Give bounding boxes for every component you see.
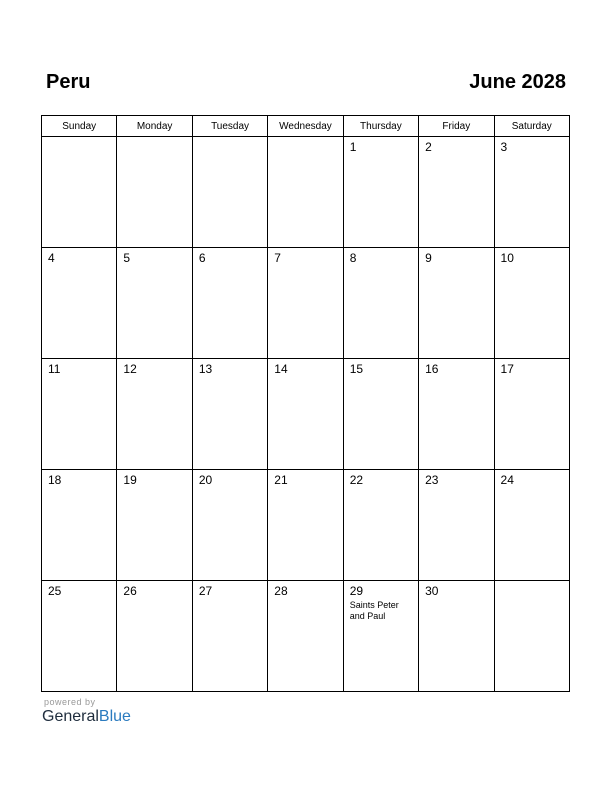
- day-cell: [192, 248, 267, 359]
- day-cell: [343, 248, 418, 359]
- holiday-label: Saints Peter and Paul: [349, 600, 399, 621]
- country-title: Peru: [46, 71, 91, 93]
- day-cell: [494, 581, 569, 692]
- day-cell: [494, 137, 569, 248]
- day-cell: [419, 248, 494, 359]
- day-cell: [268, 581, 343, 692]
- day-cell: [268, 359, 343, 470]
- day-number: 26: [123, 584, 137, 598]
- day-cell: [343, 470, 418, 581]
- day-cell: [117, 581, 192, 692]
- footer: [42, 697, 131, 726]
- day-cell: [268, 137, 343, 248]
- day-number: 29: [349, 584, 364, 598]
- weekday-header: Tuesday: [192, 116, 267, 137]
- day-number: [268, 137, 342, 140]
- day-number: 1: [349, 140, 357, 154]
- day-cell: [117, 470, 192, 581]
- day-number: 12: [123, 362, 137, 376]
- brand-name-part1: General: [42, 708, 99, 725]
- day-number: 30: [425, 584, 439, 598]
- day-number: 27: [198, 584, 213, 598]
- calendar-grid: [41, 115, 570, 692]
- day-number: 18: [48, 473, 62, 487]
- day-cell: [192, 137, 267, 248]
- weekday-header-row: [42, 116, 570, 137]
- day-cell: [268, 470, 343, 581]
- day-number: 4: [48, 251, 55, 265]
- day-number: 22: [349, 473, 364, 487]
- weekday-header: Friday: [419, 116, 494, 137]
- day-number: 8: [349, 251, 357, 265]
- day-cell: [494, 359, 569, 470]
- week-row: [42, 470, 570, 581]
- weekday-header: Wednesday: [268, 116, 343, 137]
- day-cell: [419, 137, 494, 248]
- week-row: [42, 248, 570, 359]
- day-number: 13: [198, 362, 213, 376]
- powered-by-text: powered by: [44, 697, 96, 707]
- day-cell: [343, 359, 418, 470]
- day-number: 19: [123, 473, 137, 487]
- day-number: 23: [425, 473, 439, 487]
- day-cell: [343, 581, 418, 692]
- day-cell: [192, 359, 267, 470]
- day-number: 2: [425, 140, 432, 154]
- weekday-header: Monday: [117, 116, 192, 137]
- day-cell: [419, 581, 494, 692]
- day-number: 9: [425, 251, 432, 265]
- day-cell: [42, 248, 117, 359]
- day-cell: [117, 359, 192, 470]
- day-cell: [42, 581, 117, 692]
- day-number: 21: [274, 473, 288, 487]
- day-number: 24: [500, 473, 514, 487]
- day-number: 5: [123, 251, 131, 265]
- weekday-header: Thursday: [343, 116, 418, 137]
- day-number: 20: [198, 473, 213, 487]
- day-cell: [42, 359, 117, 470]
- month-title: June 2028: [469, 71, 566, 93]
- brand-logo[interactable]: [42, 708, 131, 726]
- day-number: 28: [274, 584, 288, 598]
- day-number: 11: [48, 362, 61, 376]
- week-row: [42, 581, 570, 692]
- weekday-header: Saturday: [494, 116, 569, 137]
- day-number: 25: [48, 584, 62, 598]
- day-cell: [42, 137, 117, 248]
- day-cell: [343, 137, 418, 248]
- week-row: [42, 137, 570, 248]
- day-number: [42, 137, 116, 140]
- day-cell: [192, 470, 267, 581]
- day-number: 6: [198, 251, 206, 265]
- day-number: [117, 137, 191, 140]
- day-cell: [494, 248, 569, 359]
- day-number: 3: [500, 140, 508, 154]
- day-number: 16: [425, 362, 439, 376]
- weekday-header: Sunday: [42, 116, 117, 137]
- day-cell: [419, 470, 494, 581]
- day-cell: [494, 470, 569, 581]
- day-cell: [117, 137, 192, 248]
- day-cell: [117, 248, 192, 359]
- day-number: [193, 137, 267, 140]
- brand-name-part2: Blue: [98, 708, 131, 725]
- day-cell: [268, 248, 343, 359]
- day-number: 7: [274, 251, 281, 265]
- day-number: 17: [500, 362, 514, 376]
- day-number: [495, 581, 569, 584]
- day-cell: [192, 581, 267, 692]
- day-number: 10: [500, 251, 514, 265]
- day-cell: [419, 359, 494, 470]
- day-number: 14: [274, 362, 288, 376]
- week-row: [42, 359, 570, 470]
- day-number: 15: [349, 362, 364, 376]
- day-cell: [42, 470, 117, 581]
